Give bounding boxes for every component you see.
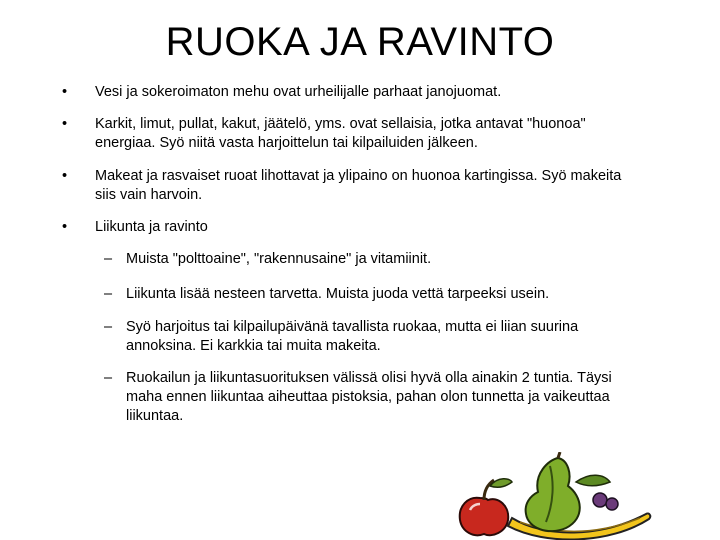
sub-bullet-text: Liikunta lisää nesteen tarvetta. Muista juoda vettä tarpeeksi usein. [126,286,550,302]
sub-bullet-text: Ruokailun ja liikuntasuorituksen välissä olisi hyvä olla ainakin 2 tuntia. Täysi maha ennen liikuntaa aiheuttaa pistoksia, pahan olon tunnetta ja vaikeuttaa liikuntaa. [126,370,612,424]
bullet-marker: • [62,168,68,184]
sub-bullet-marker: – [104,251,113,267]
sub-bullet-text: Muista "polttoaine", "rakennusaine" ja vitamiinit. [126,251,432,267]
apple-icon [460,498,508,535]
sub-bullet-marker: – [104,370,113,386]
bullet-marker: • [62,219,68,235]
bullet-text: Liikunta ja ravinto [95,219,208,235]
sub-bullet-marker: – [104,319,113,335]
slide-title: RUOKA JA RAVINTO [165,20,555,64]
bullet-text: Vesi ja sokeroimaton mehu ovat urheilijalle parhaat janojuomat. [95,84,502,100]
bullet-marker: • [62,116,68,132]
bullet-text: Makeat ja rasvaiset ruoat lihottavat ja ylipaino on huonoa kartingissa. Syö makeita siis vain harvoin. [95,168,622,203]
bullet-marker: • [62,84,68,100]
bullet-text: Karkit, limut, pullat, kakut, jäätelö, yms. ovat sellaisia, jotka antavat "huonoa" energiaa. Syö niitä vasta harjoittelun tai kilpailuiden jälkeen. [95,116,586,151]
sub-bullet-marker: – [104,286,113,302]
sub-bullet-text: Syö harjoitus tai kilpailupäivänä tavallista ruokaa, mutta ei liian suurina annoksina. Ei karkkia tai muita makeita. [126,319,579,354]
fruit-clipart-icon [450,452,660,540]
